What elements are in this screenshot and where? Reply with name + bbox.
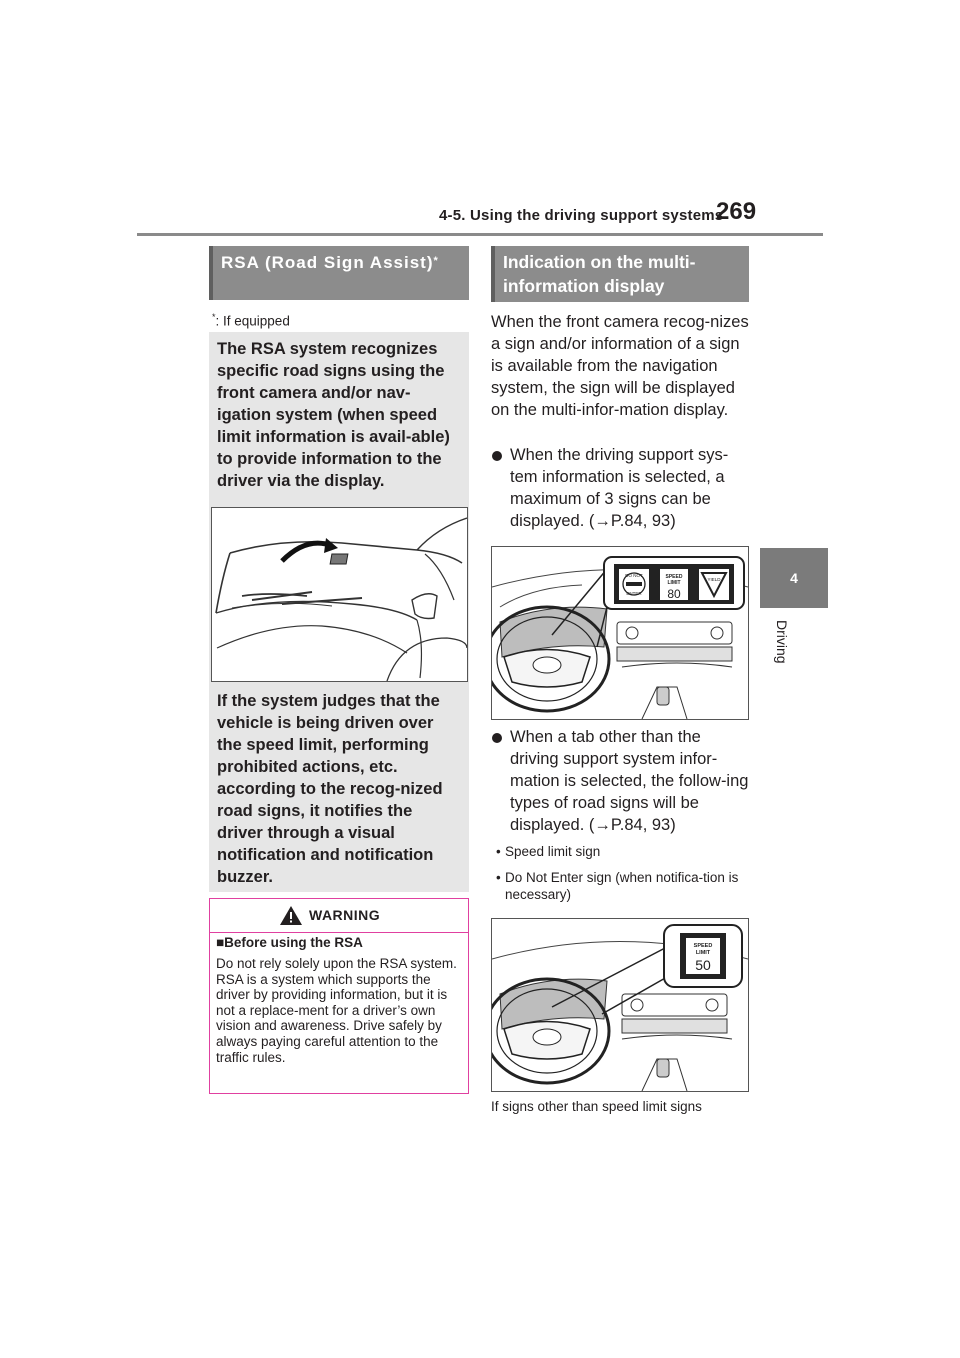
rsa-notify: If the system judges that the vehicle is being driven over the speed limit, performing prohibited actions, etc. according to the recog-nized road signs, it notifies the driver through a visual notification and notification buzzer.	[217, 692, 443, 886]
do-not-enter-text: DO NOT	[625, 573, 643, 578]
footnote-text: : If equipped	[215, 313, 290, 329]
page-number: 269	[716, 198, 757, 225]
warning-body: Do not rely solely upon the RSA system. RSA is a system which supports the driver by providing information, but it is not a replace-ment for a driver’s own vision and awareness. Drive safely by always paying careful attention to the traffic rules.	[216, 956, 457, 1065]
rsa-intro: The RSA system recognizes specific road signs using the front camera and/or nav-igation system (when speed limit information is avail-able) to provide information to the driver via the display.	[217, 340, 450, 490]
warning-triangle-icon	[279, 904, 303, 926]
bullet-driving-support	[491, 444, 753, 532]
windshield-camera-illustration	[211, 507, 468, 682]
chapter-label: Driving	[774, 620, 790, 664]
warning-header	[210, 899, 468, 933]
dashboard-illustration-three-signs	[491, 546, 749, 720]
speed-value-text: 80	[667, 587, 681, 601]
chapter-tab	[760, 548, 828, 608]
heading-bar	[209, 246, 213, 300]
sub-item-text: Speed limit sign	[505, 844, 601, 859]
heading-bar	[491, 246, 495, 302]
do-not-enter-text-2: ENTER	[626, 591, 642, 596]
footnote-asterisk: *	[212, 312, 216, 322]
bullet-dot	[492, 733, 502, 743]
heading-asterisk: *	[433, 255, 439, 267]
bullet-text: When the driving support sys-tem information is selected, a maximum of 3 signs can be displayed. (→P.84, 93)	[510, 446, 729, 530]
bullet-text: When a tab other than the driving support system infor-mation is selected, the follow-ing types of road signs will be displayed. (→P.84, 93)	[510, 728, 749, 834]
sub-item-speed-limit	[494, 843, 756, 860]
dashboard-drawing-icon	[492, 919, 748, 1091]
sub-item-do-not-enter	[494, 869, 756, 903]
bullet-other-tab	[491, 726, 753, 836]
speed-value-text: 50	[695, 957, 711, 973]
car-drawing-icon	[212, 508, 467, 681]
speed-label-text: SPEED	[693, 943, 713, 949]
sub-bullet: •	[496, 870, 501, 885]
sub-item-text: Do Not Enter sign (when notifica-tion is necessary)	[505, 870, 739, 902]
chapter-number: 4	[790, 570, 798, 586]
indication-intro: When the front camera recog-nizes a sign and/or information of a sign is available from the navigation system, the sign will be displayed on the multi-infor-mation display.	[491, 313, 749, 419]
rsa-heading	[209, 246, 469, 300]
dashboard-illustration-speed-sign	[491, 918, 749, 1092]
indication-heading-text: Indication on the multi-information display	[503, 252, 696, 296]
rsa-heading-text: RSA (Road Sign Assist)	[221, 253, 434, 272]
warning-subheading: ■Before using the RSA	[216, 935, 363, 950]
bullet-dot	[492, 451, 502, 461]
footnote	[212, 312, 290, 329]
header-rule	[137, 233, 823, 236]
sub-bullet: •	[496, 844, 501, 859]
continued-text: If signs other than speed limit signs	[491, 1099, 702, 1114]
indication-heading	[491, 246, 749, 302]
warning-title: WARNING	[309, 907, 381, 923]
limit-label-text: LIMIT	[667, 580, 681, 586]
chapter-tab-label	[772, 620, 792, 680]
yield-text: YIELD	[707, 577, 721, 582]
dashboard-drawing-icon	[492, 547, 748, 719]
speed-label-text: SPEED	[665, 574, 683, 580]
warning-box	[209, 898, 469, 1094]
limit-label-text: LIMIT	[695, 950, 711, 956]
section-title: 4-5. Using the driving support systems	[439, 207, 724, 224]
